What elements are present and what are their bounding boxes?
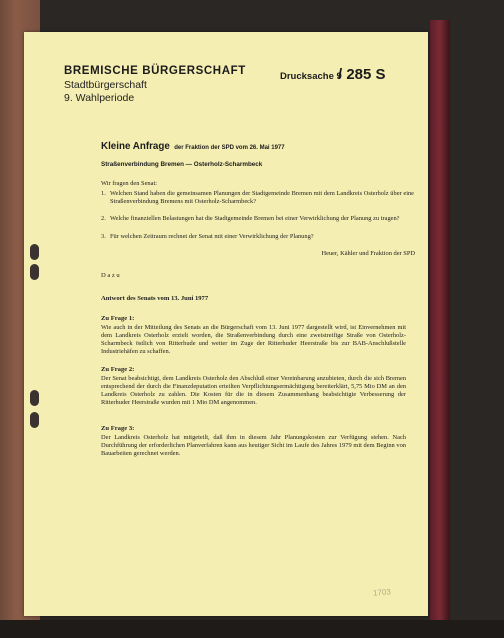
question-text: Welche finanziellen Belastungen hat die Stadtgemeinde Bremen bei einer Verwirklichung der Planung zu tragen? (110, 215, 400, 222)
anfrage-intro: Wir fragen den Senat: (101, 180, 157, 187)
drucksache-number: / 285 S (338, 66, 386, 83)
section-text-3: Der Landkreis Osterholz hat mitgeteilt, daß ihm in diesem Jahr Planungskosten zur Verfügung stehen. Nach Durchführung der erforderlichen Planverfahren kann aus heutiger Sicht im Laufe des Jahres 1979 mit dem Beginn von Bauarbeiten gerechnet werden. (101, 434, 406, 458)
section-text-2: Der Senat beabsichtigt, dem Landkreis Osterholz den Abschluß einer Vereinbarung anzubieten, durch die sich Bremen entsprechend der durch die Finanzdeputation erteilten Verpflichtungsermächtigung bereiterklärt, 5,75 Mio DM an den Landkreis Osterholz zu zahlen. Die Kosten für die in diesem Zusammenhang beabsichtigte Verbesserung der Ritterhuder Heerstraße wurden mit 1 Mio DM angenommen. (101, 375, 406, 407)
section-heading-2: Zu Frage 2: (101, 366, 135, 373)
punch-hole (30, 244, 39, 260)
drucksache-label: Drucksache 9 (280, 71, 342, 82)
anfrage-subject: Straßenverbindung Bremen — Osterholz-Scharmbeck (101, 161, 263, 168)
header-org: BREMISCHE BÜRGERSCHAFT (64, 65, 246, 77)
bottom-background (0, 620, 504, 638)
question-text: Welchen Stand haben die gemeinsamen Planungen der Stadtgemeinde Bremen mit dem Landkreis Osterholz über eine Straßenverbindung Bremens mit Osterholz-Scharmbeck? (110, 190, 414, 206)
section-text-1: Wie auch in der Mitteilung des Senats an die Bürgerschaft vom 13. Juni 1977 dargestellt wird, ist Einvernehmen mit dem Landkreis Osterholz erzielt worden, die Straßenverbindung durch eine zweistreifige Straße von Osterholz-Scharmbeck östlich von Ritterhude und weiter im Zuge der Ritterhuder Heerstraße bis zur BAB-Anschlußstelle Industriehäfen zu schaffen. (101, 324, 406, 356)
question-number: 1. (101, 190, 106, 197)
punch-hole (30, 412, 39, 428)
question-3 (101, 233, 415, 249)
document-page (24, 32, 428, 616)
question-number: 3. (101, 233, 106, 240)
question-1 (101, 190, 415, 214)
question-number: 2. (101, 215, 106, 222)
anfrage-title-line (101, 136, 285, 154)
punch-hole (30, 390, 39, 406)
question-2 (101, 215, 415, 231)
antwort-title: Antwort des Senats vom 13. Juni 1977 (101, 295, 209, 302)
anfrage-title-suffix: der Fraktion der SPD vom 26. Mai 1977 (174, 145, 285, 151)
punch-hole (30, 264, 39, 280)
page-stamp: 1703 (372, 587, 392, 598)
anfrage-signature: Heuer, Kähler und Fraktion der SPD (321, 250, 415, 257)
section-heading-1: Zu Frage 1: (101, 315, 135, 322)
dazu-label: Dazu (101, 272, 122, 279)
anfrage-title: Kleine Anfrage (101, 141, 170, 152)
header-sub2: 9. Wahlperiode (64, 92, 135, 104)
section-heading-3: Zu Frage 3: (101, 425, 135, 432)
question-text: Für welchen Zeitraum rechnet der Senat mit einer Verwirklichung der Planung? (110, 233, 314, 240)
header-sub1: Stadtbürgerschaft (64, 79, 147, 91)
binder-right-edge (430, 20, 450, 630)
